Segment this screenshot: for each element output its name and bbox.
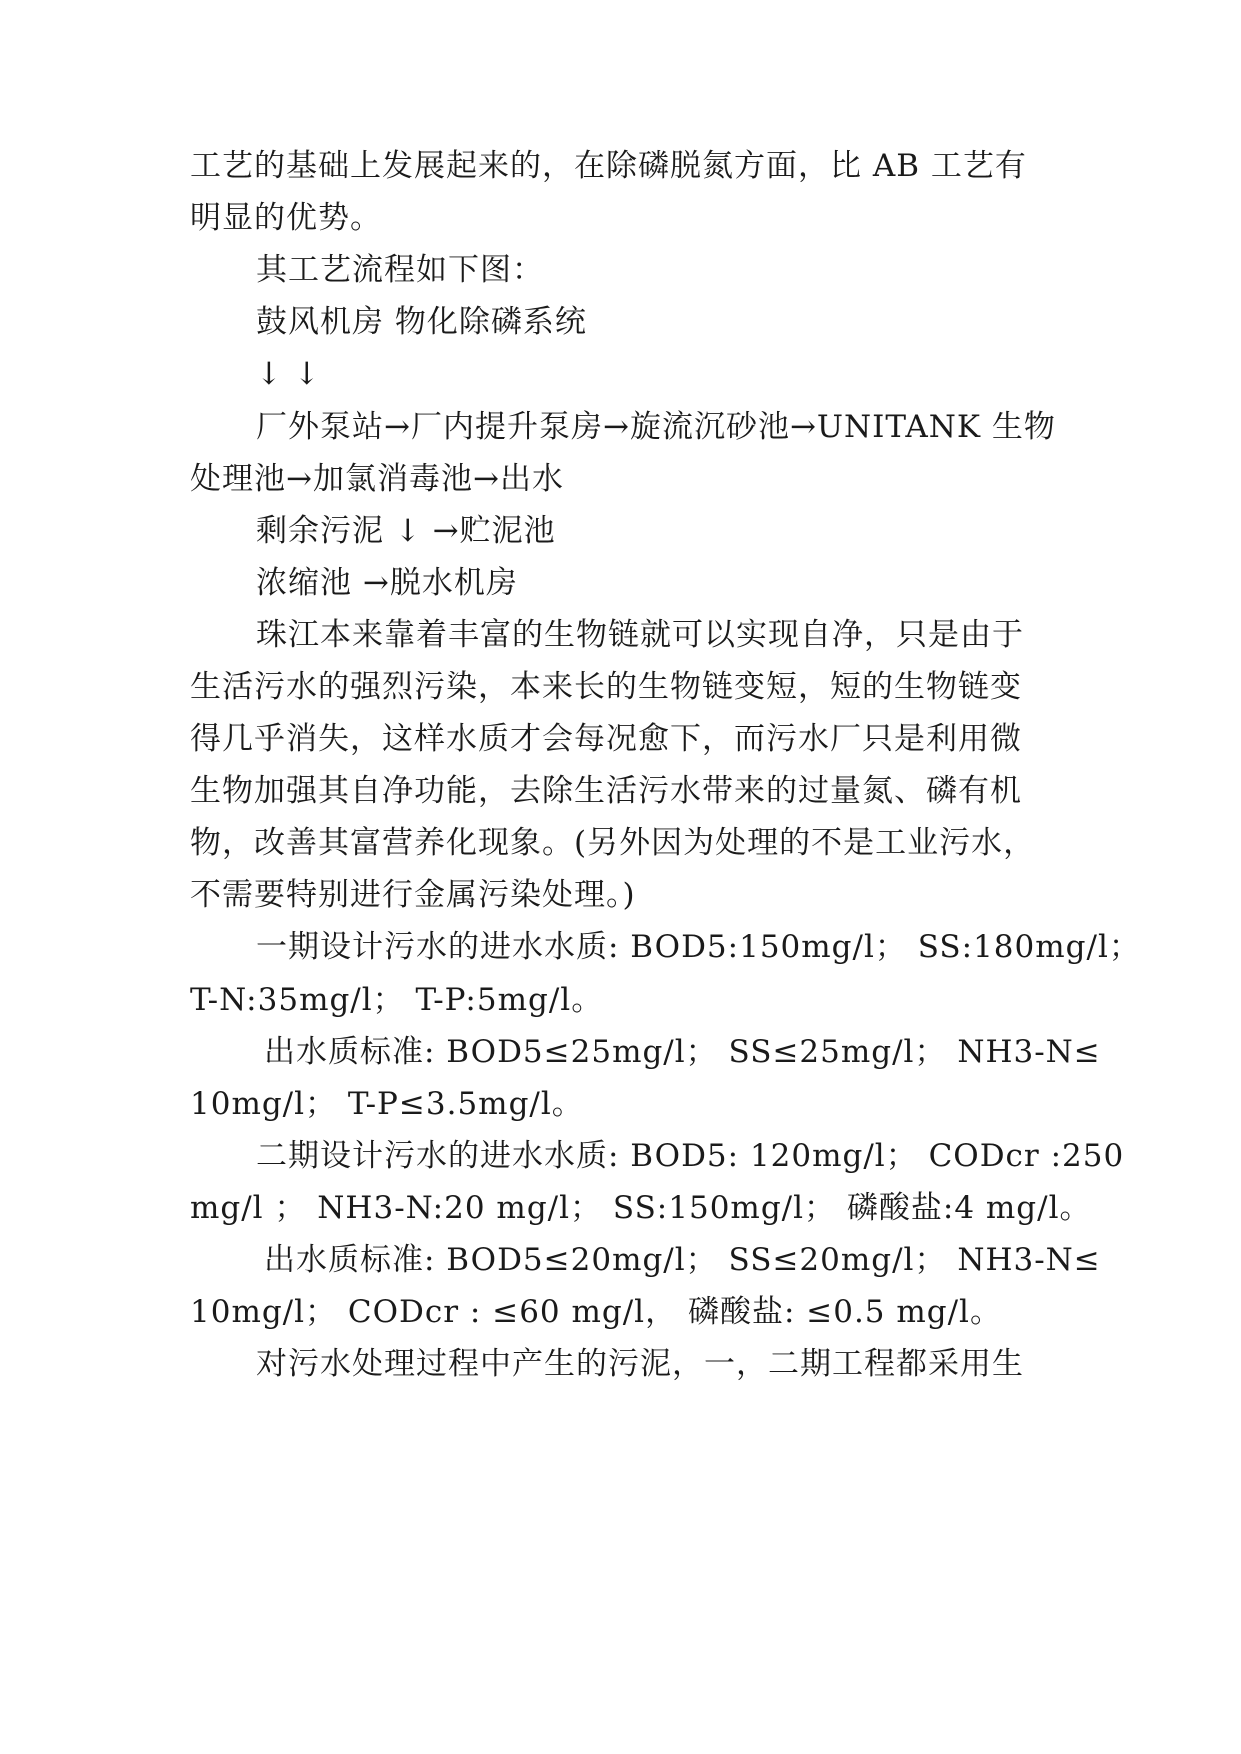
text-line: T-N:35mg/l； T-P:5mg/l。 (190, 982, 604, 1018)
text-line: 剩余污泥 ↓ →贮泥池 (256, 513, 556, 549)
text-line: 出水质标准: BOD5≤25mg/l； SS≤25mg/l； NH3-N≤ (264, 1034, 1101, 1070)
text-line: 二期设计污水的进水水质: BOD5: 120mg/l； CODcr :250 (256, 1138, 1125, 1174)
text-line: 生活污水的强烈污染，本来长的生物链变短，短的生物链变 (190, 669, 1022, 705)
text-line: 10mg/l； T-P≤3.5mg/l。 (190, 1086, 584, 1122)
text-line: 明显的优势。 (190, 200, 382, 236)
text-line: mg/l ； NH3-N:20 mg/l； SS:150mg/l； 磷酸盐:4 mg/l。 (190, 1190, 1092, 1226)
text-line: 10mg/l； CODcr : ≤60 mg/l， 磷酸盐: ≤0.5 mg/l。 (190, 1294, 1002, 1330)
text-line: 不需要特别进行金属污染处理。) (190, 877, 636, 913)
text-line: 鼓风机房 物化除磷系统 (256, 304, 587, 340)
text-line: 得几乎消失，这样水质才会每况愈下，而污水厂只是利用微 (190, 721, 1022, 757)
text-line: 工艺的基础上发展起来的，在除磷脱氮方面，比 AB 工艺有 (190, 148, 1027, 184)
text-line: 处理池→加氯消毒池→出水 (190, 461, 564, 497)
text-line: 厂外泵站→厂内提升泵房→旋流沉砂池→UNITANK 生物 (256, 409, 1056, 445)
text-line: 一期设计污水的进水水质: BOD5:150mg/l； SS:180mg/l； (256, 929, 1141, 965)
text-line: 珠江本来靠着丰富的生物链就可以实现自净，只是由于 (256, 617, 1024, 653)
text-line: 对污水处理过程中产生的污泥，一，二期工程都采用生 (256, 1346, 1024, 1382)
text-line: 出水质标准: BOD5≤20mg/l； SS≤20mg/l； NH3-N≤ (264, 1242, 1101, 1278)
text-line: 浓缩池 →脱水机房 (256, 565, 518, 601)
flow-arrows: ↓ ↓ (256, 356, 321, 392)
text-line: 物，改善其富营养化现象。(另外因为处理的不是工业污水， (190, 825, 1036, 861)
text-line: 其工艺流程如下图： (256, 252, 544, 288)
text-line: 生物加强其自净功能，去除生活污水带来的过量氮、磷有机 (190, 773, 1022, 809)
